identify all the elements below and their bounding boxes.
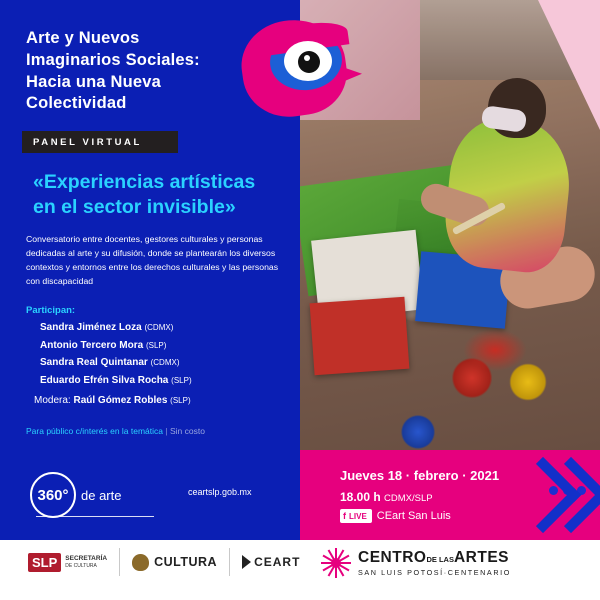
logo-slp-secretaria-cultura [28, 553, 107, 572]
moderator-row [26, 395, 288, 406]
de-las-word: DE LAS [426, 555, 454, 564]
participant-city: (SLP) [171, 375, 192, 385]
participants-list [26, 322, 288, 406]
audience-note-text: Para público c/interés en la temática [26, 426, 164, 436]
event-date-year: 2021 [470, 468, 500, 483]
centro-artes-line-2: SAN LUIS POTOSÍ·CENTENARIO [358, 568, 511, 577]
eye-bird-logo [232, 8, 362, 128]
participant-city: (CDMX) [150, 358, 180, 367]
list-item [26, 375, 288, 386]
event-time [340, 490, 433, 504]
audience-note [26, 426, 205, 436]
participant-city: (SLP) [145, 340, 167, 350]
logo-360-de-arte [30, 472, 121, 518]
participant-name: Sandra Jiménez Loza [40, 322, 142, 333]
participant-name: Eduardo Efrén Silva Rocha [40, 374, 169, 386]
event-time-value: 18.00 h [340, 490, 381, 504]
list-item [26, 357, 288, 368]
triangle-icon [242, 555, 251, 569]
headline-line-4: Colectividad [26, 94, 127, 113]
eye-logo-pupil [298, 51, 320, 73]
headline-line-3: Hacia una Nueva [26, 72, 162, 91]
eagle-icon [132, 554, 149, 571]
event-time-zone: CDMX/SLP [384, 493, 433, 504]
list-item [26, 322, 288, 333]
audience-note-cost: Sin costo [170, 426, 205, 436]
centro-artes-text [358, 549, 511, 577]
panel-virtual-badge: PANEL VIRTUAL [22, 131, 178, 153]
facebook-icon: f [343, 511, 346, 521]
eye-logo-glint [304, 55, 310, 61]
artes-word: ARTES [453, 549, 510, 566]
participant-city: (CDMX) [144, 323, 174, 332]
headline-line-2: Imaginarios Sociales: [26, 50, 200, 69]
facebook-live-row[interactable] [340, 509, 451, 523]
logo-360-text: de arte [81, 487, 122, 503]
footer-divider-2 [229, 548, 230, 576]
logo-centro-de-las-artes [322, 549, 511, 577]
chevron-decoration [520, 450, 600, 540]
footer-divider [119, 548, 120, 576]
facebook-live-badge[interactable] [340, 509, 372, 523]
audience-note-separator: | [165, 426, 168, 436]
moderator-label: Modera: [34, 394, 71, 406]
facebook-page-name[interactable]: CEart San Luis [376, 510, 451, 522]
participant-name: Sandra Real Quintanar [40, 357, 148, 368]
slp-subtitle-bold: SECRETARÍA [65, 554, 108, 562]
logo-cultura [132, 554, 217, 571]
logo-360-rule [36, 516, 154, 517]
date-dot-1: · [405, 468, 411, 483]
ceart-word: CEART [254, 555, 301, 569]
logo-360-circle: 360° [30, 472, 76, 518]
centro-artes-line-1 [358, 549, 511, 567]
event-description: Conversatorio entre docentes, gestores culturales y personas dedicadas al arte y su difusión, donde se plantearán los diversos contextos y entornos entre los derechos culturales y las personas con discapacidad [26, 234, 279, 287]
sun-core [331, 558, 341, 568]
slp-subtitle-rest: DE CULTURA [65, 562, 97, 569]
date-dot-2: · [462, 468, 467, 483]
list-item [26, 340, 288, 351]
event-date [340, 468, 499, 483]
website-link[interactable]: ceartslp.gob.mx [188, 487, 252, 497]
cultura-word: CULTURA [154, 555, 218, 569]
event-date-month: febrero [413, 468, 459, 483]
participant-name: Antonio Tercero Mora [40, 339, 144, 351]
headline-line-1: Arte y Nuevos [26, 29, 140, 47]
event-date-day: Jueves 18 [340, 468, 403, 483]
centro-word: CENTRO [358, 549, 427, 566]
moderator-city: (SLP) [170, 395, 191, 405]
moderator-name: Raúl Gómez Robles [73, 394, 168, 406]
sun-icon [322, 549, 350, 577]
event-title-line-1: «Experiencias artísticas [33, 171, 256, 193]
logo-ceart [242, 555, 300, 569]
live-label: LIVE [349, 511, 367, 521]
footer-logos-left [28, 548, 300, 576]
slp-subtitle [65, 555, 107, 569]
event-title-line-2: en el sector invisible» [33, 195, 236, 218]
event-title [25, 170, 287, 220]
slp-mark: SLP [28, 553, 61, 572]
participants-label: Participan: [26, 305, 76, 316]
